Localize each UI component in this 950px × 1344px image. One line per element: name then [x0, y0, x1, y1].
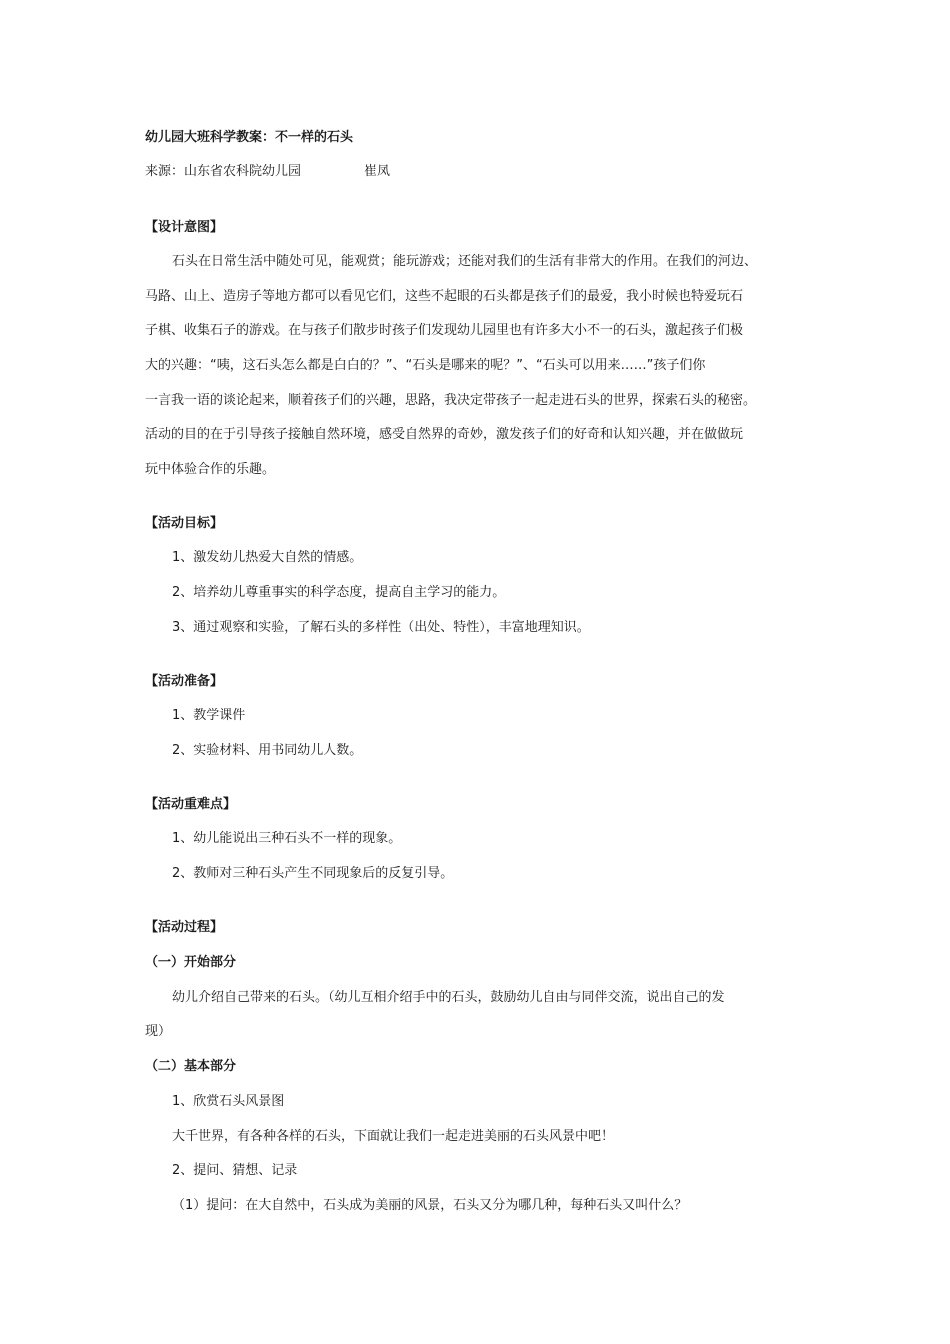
goal-item: 1、激发幼儿热爱大自然的情感。: [172, 550, 363, 565]
design-paragraph-line: 活动的目的在于引导孩子接触自然环境，感受自然界的奇妙，激发孩子们的好奇和认知兴趣，并在做做玩: [145, 427, 744, 442]
section-heading-design: 【设计意图】: [145, 220, 224, 235]
design-paragraph-line: 大的兴趣：“咦，这石头怎么都是白白的？”、“石头是哪来的呢？”、“石头可以用来……”孩子们你: [145, 358, 706, 373]
subsection-heading-part1: （一）开始部分: [145, 955, 237, 970]
section-heading-process: 【活动过程】: [145, 920, 224, 935]
design-paragraph-line: 子棋、收集石子的游戏。在与孩子们散步时孩子们发现幼儿园里也有许多大小不一的石头，激起孩子们极: [145, 323, 744, 338]
part2-item: 2、提问、猜想、记录: [172, 1163, 298, 1178]
design-paragraph-line: 一言我一语的谈论起来，顺着孩子们的兴趣，思路，我决定带孩子一起走进石头的世界，探索石头的秘密。: [145, 393, 757, 408]
document-title: 幼儿园大班科学教案：不一样的石头: [145, 130, 354, 145]
subsection-heading-part2: （二）基本部分: [145, 1059, 237, 1074]
prep-item: 1、教学课件: [172, 708, 246, 723]
author-name: 崔凤: [364, 164, 391, 179]
source-label: 来源：山东省农科院幼儿园: [145, 164, 302, 179]
section-heading-goals: 【活动目标】: [145, 516, 224, 531]
part1-paragraph-line: 现）: [145, 1024, 172, 1039]
section-heading-prep: 【活动准备】: [145, 674, 224, 689]
part2-item-text: 大千世界，有各种各样的石头，下面就让我们一起走进美丽的石头风景中吧！: [172, 1129, 615, 1144]
section-heading-key: 【活动重难点】: [145, 797, 237, 812]
design-paragraph-line: 马路、山上、造房子等地方都可以看见它们，这些不起眼的石头都是孩子们的最爱，我小时候也特爱玩石: [145, 289, 744, 304]
prep-item: 2、实验材料、用书同幼儿人数。: [172, 743, 363, 758]
key-item: 1、幼儿能说出三种石头不一样的现象。: [172, 831, 402, 846]
part1-paragraph-line: 幼儿介绍自己带来的石头。（幼儿互相介绍手中的石头，鼓励幼儿自由与同伴交流，说出自己的发: [172, 990, 725, 1005]
goal-item: 3、通过观察和实验，了解石头的多样性（出处、特性），丰富地理知识。: [172, 620, 590, 635]
part2-question: （1）提问：在大自然中，石头成为美丽的风景，石头又分为哪几种，每种石头又叫什么？: [172, 1198, 688, 1213]
part2-item: 1、欣赏石头风景图: [172, 1094, 285, 1109]
design-paragraph-line: 玩中体验合作的乐趣。: [145, 462, 276, 477]
design-paragraph-line: 石头在日常生活中随处可见，能观赏；能玩游戏；还能对我们的生活有非常大的作用。在我们的河边、: [172, 254, 758, 269]
goal-item: 2、培养幼儿尊重事实的科学态度，提高自主学习的能力。: [172, 585, 506, 600]
key-item: 2、教师对三种石头产生不同现象后的反复引导。: [172, 866, 454, 881]
